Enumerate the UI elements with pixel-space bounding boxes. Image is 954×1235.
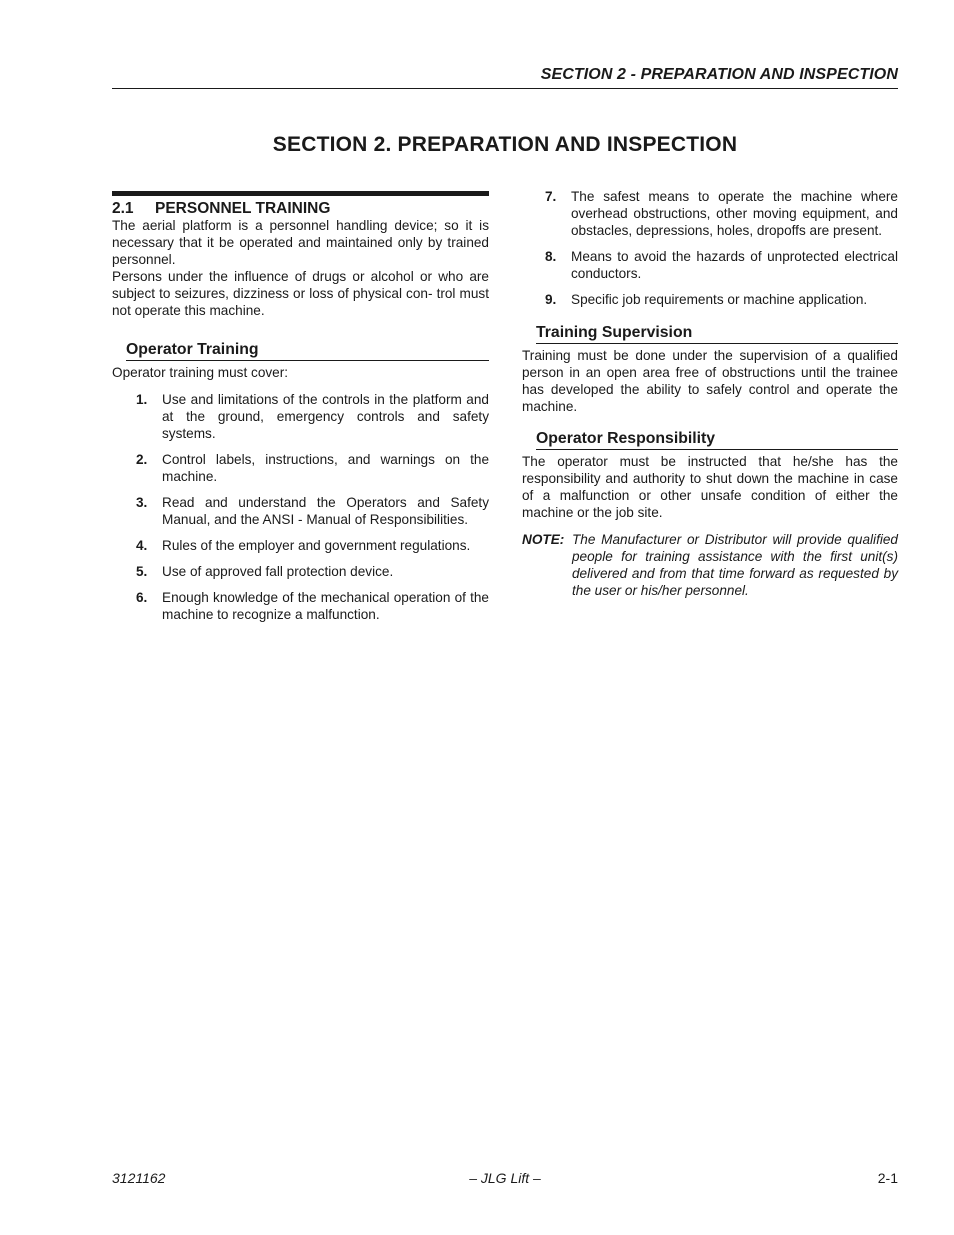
operator-training-list-continued <box>522 188 898 308</box>
list-item-number: 9. <box>545 292 557 307</box>
list-item-text: The safest means to operate the machine where overhead obstructions, other moving equipment, and obstacles, depressions, holes, dropoffs are present. <box>571 189 898 238</box>
training-supervision-text: Training must be done under the supervision of a qualified person in an open area free of obstructions until the trainee has developed the ability to safely control and operate the machine. <box>522 348 898 414</box>
list-item <box>112 391 489 442</box>
note-text: The Manufacturer or Distributor will provide qualified people for training assistance with the first unit(s) delivered and from that time forward as requested by the user or his/her personnel. <box>572 532 898 598</box>
operator-training-list <box>112 391 489 623</box>
training-supervision-heading: Training Supervision <box>536 324 898 344</box>
footer-doc-number: 3121162 <box>112 1170 166 1186</box>
list-item <box>112 537 489 554</box>
list-item-text: Use and limitations of the controls in the platform and at the ground, emergency controls and safety systems. <box>162 392 489 441</box>
list-item-number: 4. <box>136 538 148 553</box>
list-item <box>522 248 898 282</box>
section-heading-rule <box>112 191 489 196</box>
list-item-number: 7. <box>545 189 557 204</box>
list-item <box>522 291 898 308</box>
footer-page-number: 2-1 <box>877 1170 898 1186</box>
list-item-text: Use of approved fall protection device. <box>162 564 394 579</box>
paragraph: Persons under the influence of drugs or alcohol or who are subject to seizures, dizziness or loss of physical con- trol must not operate this machine. <box>112 269 489 318</box>
list-item-number: 5. <box>136 564 148 579</box>
personnel-training-heading <box>112 200 489 217</box>
list-item-text: Control labels, instructions, and warnings on the machine. <box>162 452 489 484</box>
right-column <box>522 188 898 599</box>
footer-publisher: – JLG Lift – <box>469 1170 541 1186</box>
list-item <box>522 188 898 239</box>
heading-number: 2.1 <box>112 200 134 217</box>
paragraph: The aerial platform is a personnel handling device; so it is necessary that it be operated and maintained only by trained personnel. <box>112 218 489 267</box>
list-item-number: 1. <box>136 392 148 407</box>
list-item-text: Enough knowledge of the mechanical operation of the machine to recognize a malfunction. <box>162 590 489 622</box>
list-item <box>112 451 489 485</box>
operator-training-heading: Operator Training <box>126 341 489 361</box>
running-header: SECTION 2 - PREPARATION AND INSPECTION <box>540 66 898 83</box>
list-item-number: 6. <box>136 590 148 605</box>
operator-responsibility-heading: Operator Responsibility <box>536 430 898 450</box>
section-title: SECTION 2. PREPARATION AND INSPECTION <box>272 133 738 156</box>
list-item <box>112 589 489 623</box>
operator-training-intro: Operator training must cover: <box>112 365 289 380</box>
list-item-text: Read and understand the Operators and Safety Manual, and the ANSI - Manual of Responsibilities. <box>162 495 489 527</box>
list-item <box>112 563 489 580</box>
list-item-number: 8. <box>545 249 557 264</box>
note-block <box>522 531 898 599</box>
list-item-number: 2. <box>136 452 148 467</box>
list-item-text: Rules of the employer and government regulations. <box>162 538 471 553</box>
list-item-number: 3. <box>136 495 148 510</box>
left-column <box>112 191 489 632</box>
list-item <box>112 494 489 528</box>
operator-responsibility-text: The operator must be instructed that he/she has the responsibility and authority to shut down the machine in case of a malfunction or other unsafe condition of either the machine or the job site. <box>522 454 898 520</box>
list-item-text: Means to avoid the hazards of unprotected electrical conductors. <box>571 249 898 281</box>
heading-title: PERSONNEL TRAINING <box>155 200 331 217</box>
note-label: NOTE: <box>522 532 565 547</box>
list-item-text: Specific job requirements or machine application. <box>571 292 868 307</box>
header-rule <box>112 88 898 89</box>
